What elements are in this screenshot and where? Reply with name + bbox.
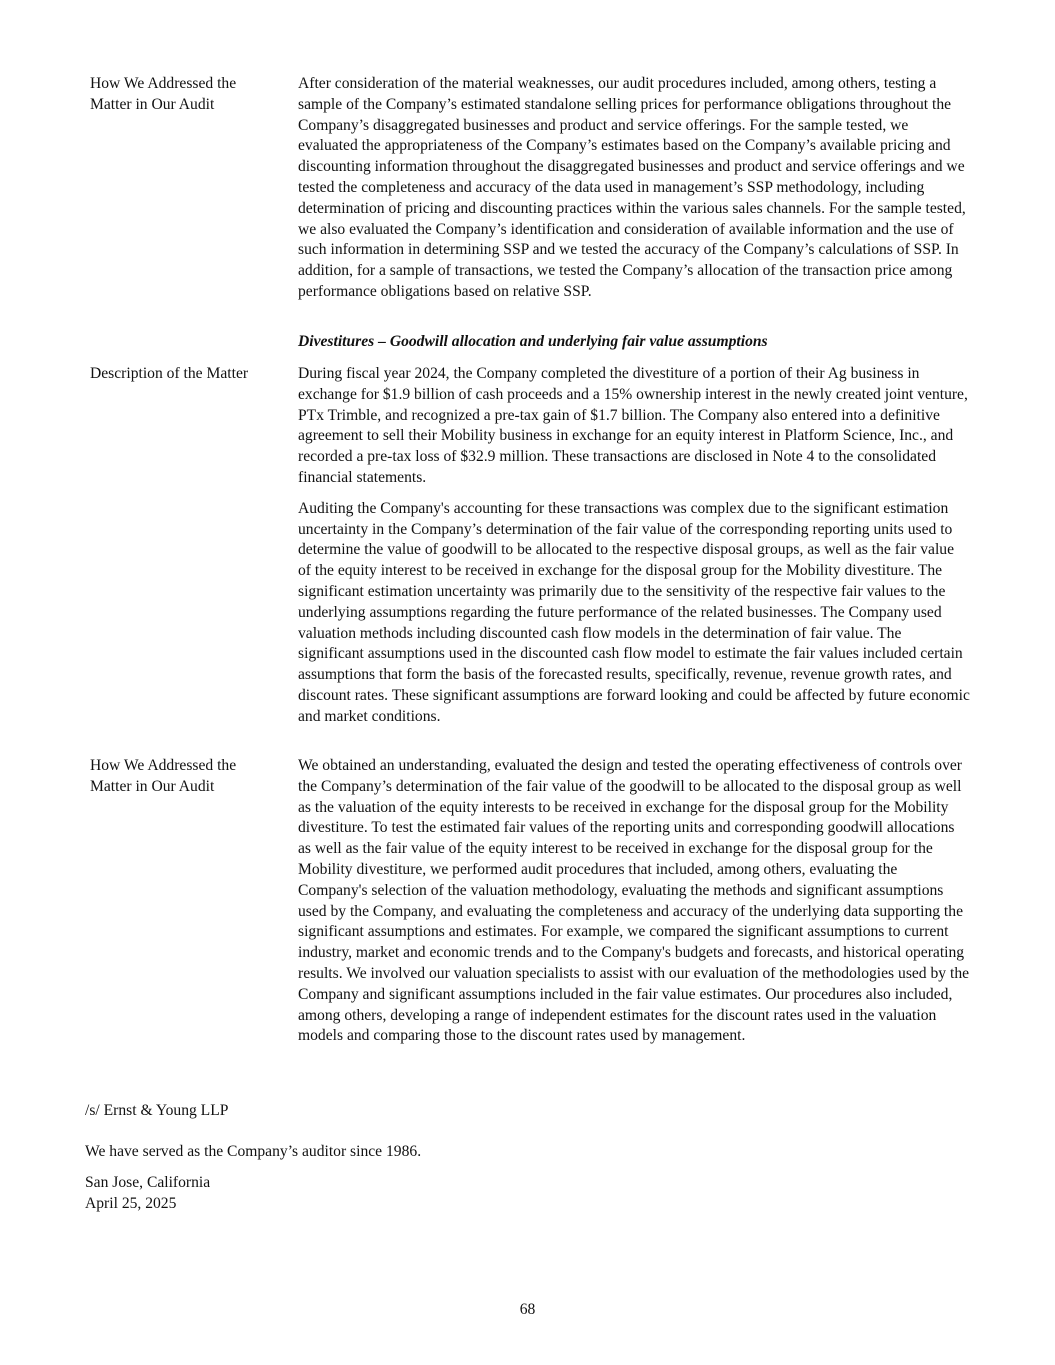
- section-label: How We Addressed the Matter in Our Audit: [90, 757, 237, 795]
- auditor-tenure-statement: We have served as the Company’s auditor since 1986.: [85, 1143, 422, 1160]
- signing-location: San Jose, California: [85, 1174, 211, 1191]
- paragraph: During fiscal year 2024, the Company completed the divestiture of a portion of their Ag business in exchange for $1.9 billion of cash proceeds and a 15% ownership interest in the newly created joint venture, PTx Trimble, and recognized a pre-tax gain of $1.7 billion. The Company also entered into a definitive agreement to sell their Mobility business in exchange for an equity interest in Platform Science, Inc., and recorded a pre-tax loss of $32.9 million. These transactions are disclosed in Note 4 to the consolidated financial statements.: [298, 365, 968, 486]
- section-body: We obtained an understanding, evaluated the design and tested the operating effectiveness of controls over the Company’s determination of the fair value of the goodwill to be allocated to the disposal group as well as the valuation of the equity interests to be received in exchange for the disposal group for the Mobility divestiture. To test the estimated fair values of the reporting units and corresponding goodwill allocations as well as the fair value of the equity interest to be received in exchange for the disposal group for the Mobility divestiture, we performed audit procedures that included, among others, evaluating the Company's selection of the valuation methodology, evaluating the methods and significant assumptions used by the Company, and evaluating the completeness and accuracy of the underlying data supporting the significant assumptions and estimates. For example, we compared the significant assumptions to current industry, market and economic trends and to the Company's budgets and forecasts, and historical operating results. We involved our valuation specialists to assist with our evaluation of the methodologies used by the Company and significant assumptions included in the fair value estimates. Our procedures also included, among others, developing a range of independent estimates for the discount rates used in the valuation models and comparing those to the discount rates used by management.: [298, 757, 970, 1045]
- auditor-signature: /s/ Ernst & Young LLP: [85, 1102, 229, 1119]
- section-body: After consideration of the material weaknesses, our audit procedures included, among others, testing a sample of the Company’s estimated standalone selling prices for performance obligations throughout the Company’s disaggregated businesses and product and service offerings. For the sample tested, we evaluated the appropriateness of the Company’s estimates based on the Company’s available pricing and discounting information throughout the disaggregated businesses and product and service offerings and we tested the completeness and accuracy of the data used in management’s SSP methodology, including determination of pricing and discounting practices within the various sales channels. For the sample tested, we also evaluated the Company’s identification and consideration of available information and the use of such information in determining SSP and we tested the accuracy of the Company’s calculations of SSP. In addition, for a sample of transactions, we tested the Company’s allocation of the transaction price among performance obligations based on relative SSP.: [298, 75, 966, 300]
- section-label: How We Addressed the Matter in Our Audit: [90, 75, 237, 113]
- section-label: Description of the Matter: [90, 365, 249, 382]
- page-number: 68: [519, 1301, 536, 1318]
- section-subheading: Divestitures – Goodwill allocation and underlying fair value assumptions: [298, 333, 768, 350]
- paragraph: Auditing the Company's accounting for these transactions was complex due to the significant estimation uncertainty in the Company’s determination of the fair value of the corresponding reporting units used to determine the value of goodwill to be allocated to the respective disposal groups, as well as the fair value of the equity interest to be received in exchange for the disposal group for the Mobility divestiture. The significant estimation uncertainty was primarily due to the sensitivity of the respective fair values to the underlying assumptions regarding the future performance of the related businesses. The Company used valuation methods including discounted cash flow models in the determination of fair value. The significant assumptions used in the discounted cash flow model to estimate the fair values included certain assumptions that form the basis of the forecasted results, specifically, revenue, revenue growth rates, and discount rates. These significant assumptions are forward looking and could be affected by future economic and market conditions.: [298, 499, 970, 725]
- section-body: [298, 364, 970, 728]
- signing-date: April 25, 2025: [85, 1195, 177, 1212]
